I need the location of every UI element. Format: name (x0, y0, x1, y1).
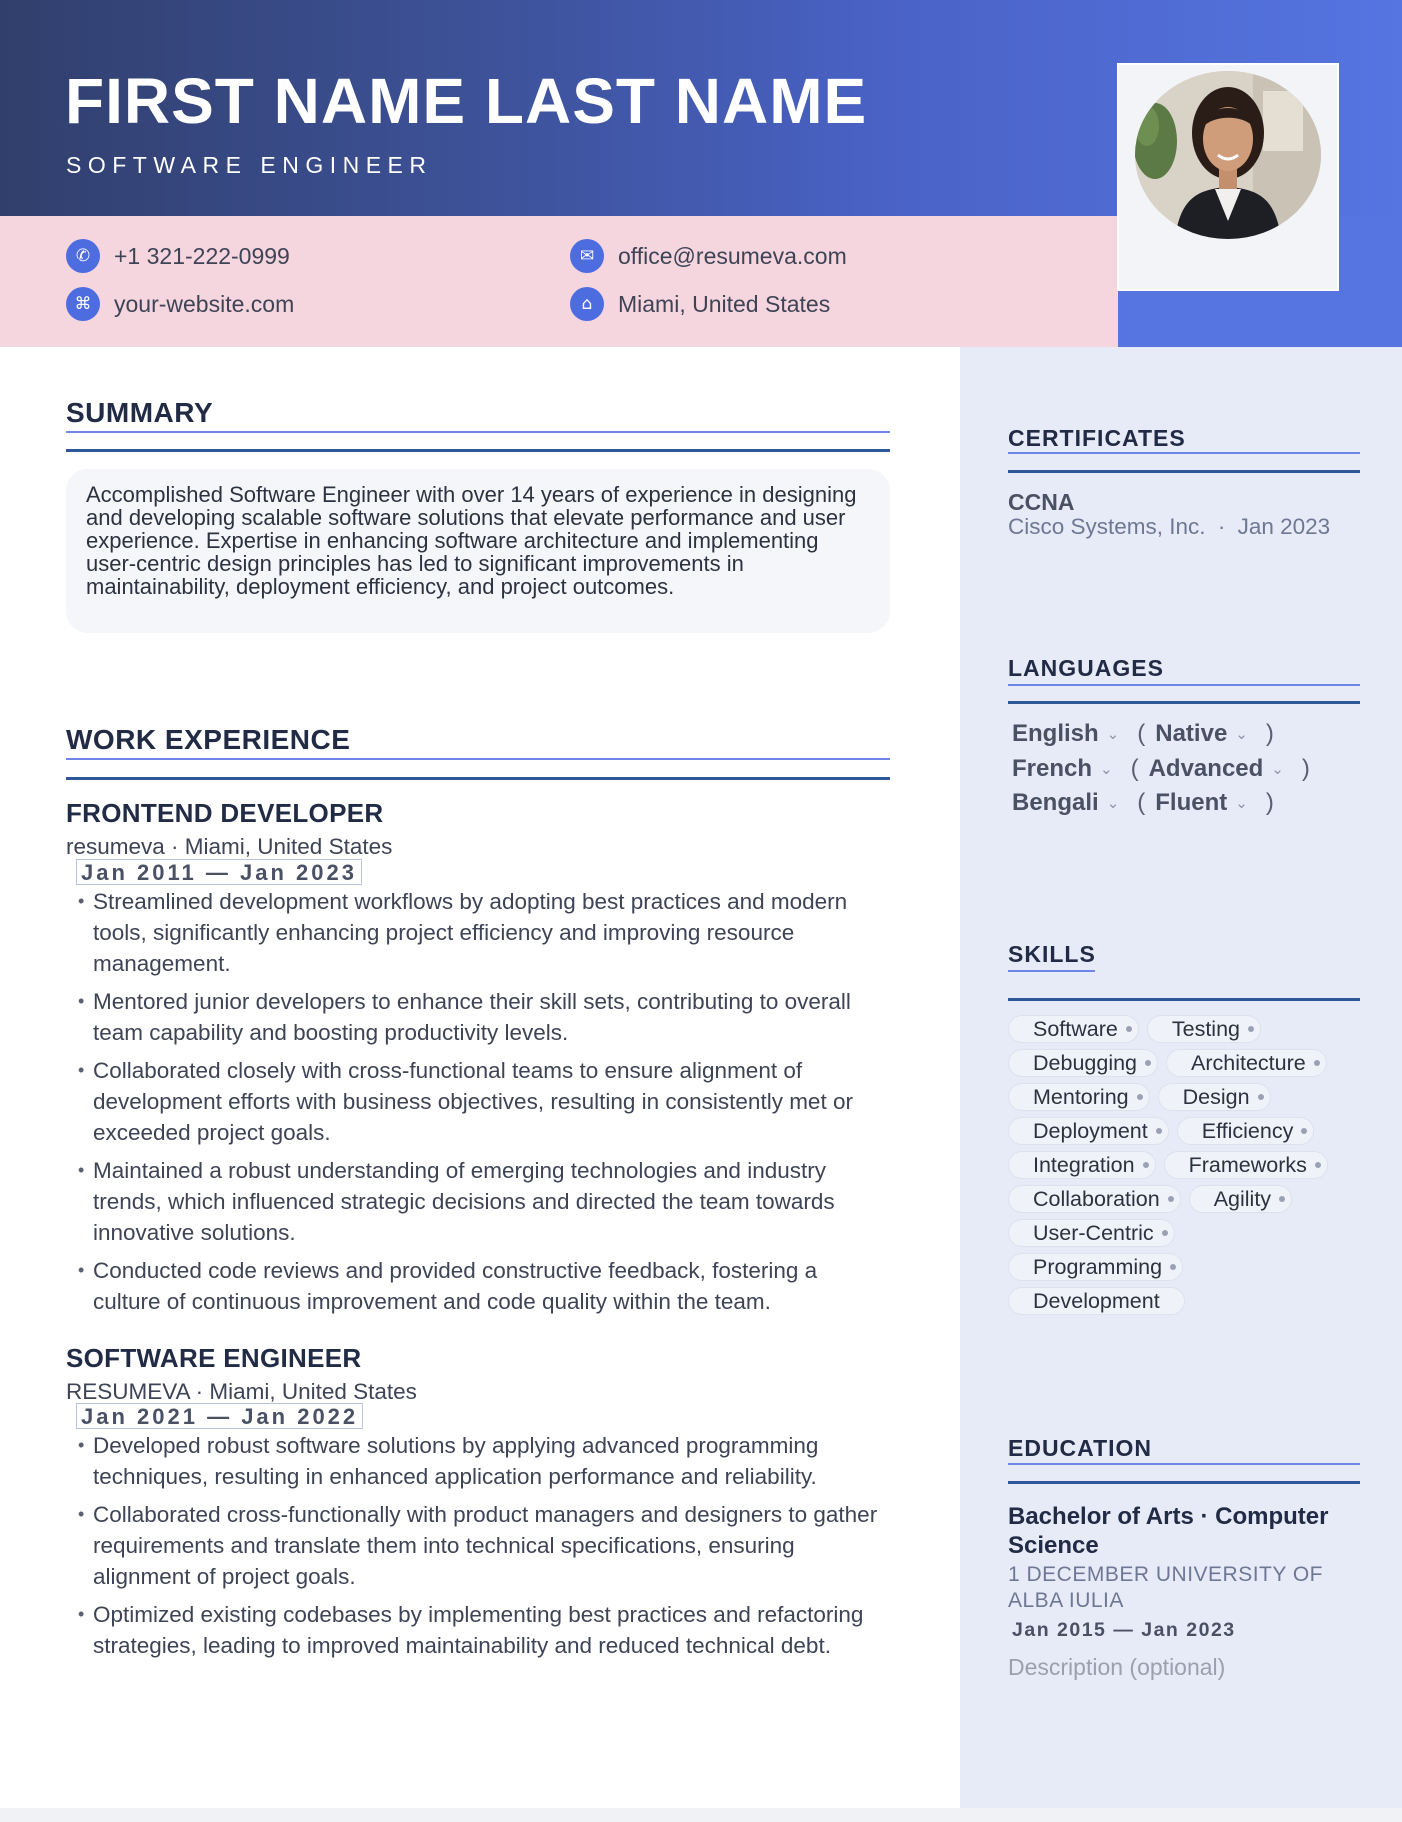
education-rule (1008, 1481, 1360, 1484)
skill-tag: Agility (1189, 1185, 1292, 1213)
email-text[interactable]: office@resumeva.com (618, 242, 847, 269)
skills-rule-light (1008, 970, 1095, 972)
languages-rule (1008, 701, 1360, 704)
close-paren: ) (1265, 720, 1274, 747)
open-paren: ( (1137, 789, 1146, 816)
language-level[interactable]: Advanced (1148, 755, 1264, 782)
language-level[interactable]: Fluent (1155, 789, 1228, 816)
email-icon: ✉ (570, 239, 604, 273)
skill-tag: Development (1008, 1287, 1185, 1315)
certificate-separator: · (1217, 514, 1226, 539)
language-name[interactable]: French (1012, 755, 1093, 782)
home-icon: ⌂ (570, 287, 604, 321)
chevron-down-icon[interactable]: ⌄ (1106, 726, 1120, 743)
certificate-issuer: Cisco Systems, Inc. (1008, 514, 1206, 539)
candidate-title: SOFTWARE ENGINEER (66, 152, 433, 178)
language-row-bengali[interactable] (1012, 789, 1284, 817)
job-bullet: • Streamlined development workflows by adopting best practices and modern tools, significantly enhancing project efficiency and improving resource management. (78, 886, 890, 979)
chevron-down-icon[interactable]: ⌄ (1235, 795, 1248, 812)
close-paren: ) (1301, 755, 1310, 782)
job-title: SOFTWARE ENGINEER (66, 1343, 362, 1373)
job-meta: resumeva · Miami, United States (66, 834, 393, 859)
summary-text: Accomplished Software Engineer with over 14 years of experience in designing and developing scalable software solutions that elevate performance and user experience. Expertise in enhancing software architecture and implementing user-centric design principles has led to significant improvements in maintainability, deployment efficiency, and project outcomes. (86, 482, 857, 599)
profile-photo-frame (1117, 63, 1339, 291)
skill-tag: User-Centric (1008, 1219, 1175, 1247)
certificate-date: Jan 2023 (1237, 514, 1331, 539)
skill-tag: Debugging (1008, 1049, 1158, 1077)
job-title: FRONTEND DEVELOPER (66, 798, 384, 828)
skill-tag: Mentoring (1008, 1083, 1150, 1111)
certificates-rule-light (1008, 452, 1360, 454)
certificates-heading: CERTIFICATES (1008, 425, 1186, 451)
language-level[interactable]: Native (1155, 720, 1228, 747)
link-icon: ⌘ (66, 287, 100, 321)
contact-location (570, 286, 830, 322)
phone-icon: ✆ (66, 239, 100, 273)
chevron-down-icon[interactable]: ⌄ (1271, 761, 1284, 778)
certificate-name: CCNA (1008, 489, 1075, 515)
skill-tag: Software (1008, 1015, 1139, 1043)
language-row-french[interactable] (1012, 755, 1320, 783)
phone-text: +1 321-222-0999 (114, 242, 290, 269)
languages-rule-light (1008, 684, 1360, 686)
skill-tag: Design (1158, 1083, 1271, 1111)
summary-heading: SUMMARY (66, 397, 214, 428)
education-rule-light (1008, 1463, 1360, 1465)
summary-rule (66, 449, 890, 452)
candidate-name: FIRST NAME LAST NAME (65, 65, 868, 137)
summary-rule-light (66, 431, 890, 433)
skill-tag: Efficiency (1177, 1117, 1315, 1145)
chevron-down-icon[interactable]: ⌄ (1235, 726, 1248, 743)
close-paren: ) (1265, 789, 1274, 816)
job-bullet: • Collaborated cross-functionally with product managers and designers to gather requirements and translate them into technical specifications, ensuring alignment of project goals. (78, 1499, 890, 1592)
profile-photo (1135, 71, 1321, 239)
skill-tag: Programming (1008, 1253, 1183, 1281)
skills-list (1008, 1015, 1360, 1321)
work-rule (66, 777, 890, 780)
contact-band (0, 216, 1118, 347)
skill-tag: Architecture (1166, 1049, 1327, 1077)
education-heading: EDUCATION (1008, 1435, 1153, 1461)
education-dates: Jan 2015 — Jan 2023 (1012, 1619, 1236, 1641)
chevron-down-icon[interactable]: ⌄ (1106, 795, 1120, 812)
education-description[interactable]: Description (optional) (1008, 1654, 1226, 1680)
website-text[interactable]: your-website.com (114, 290, 295, 317)
profile-photo-illustration (1135, 71, 1321, 239)
skill-tag: Integration (1008, 1151, 1156, 1179)
open-paren: ( (1130, 755, 1139, 782)
education-school: 1 DECEMBER UNIVERSITY OF ALBA IULIA (1008, 1563, 1324, 1612)
languages-heading: LANGUAGES (1008, 655, 1164, 681)
location-text: Miami, United States (618, 290, 831, 317)
education-degree: Bachelor of Arts · Computer Science (1008, 1503, 1329, 1559)
job-dates: Jan 2021 — Jan 2022 (76, 1403, 363, 1429)
language-name[interactable]: Bengali (1012, 789, 1099, 816)
job-dates: Jan 2011 — Jan 2023 (76, 859, 362, 885)
contact-phone (66, 238, 290, 274)
chevron-down-icon[interactable]: ⌄ (1100, 761, 1113, 778)
certificate-org (1008, 514, 1330, 540)
job-meta: RESUMEVA · Miami, United States (66, 1379, 417, 1404)
skill-tag: Testing (1147, 1015, 1261, 1043)
certificates-rule (1008, 470, 1360, 473)
job-bullet: • Conducted code reviews and provided constructive feedback, fostering a culture of continuous improvement and code quality within the team. (78, 1255, 890, 1317)
job-bullet: • Collaborated closely with cross-functional teams to ensure alignment of development efforts with business objectives, resulting in consistently met or exceeded project goals. (78, 1055, 890, 1148)
job-bullets (78, 886, 890, 1324)
skills-heading: SKILLS (1008, 941, 1096, 967)
open-paren: ( (1137, 720, 1146, 747)
skill-tag: Deployment (1008, 1117, 1169, 1145)
skills-rule (1008, 998, 1360, 1001)
job-bullet: • Developed robust software solutions by applying advanced programming techniques, resulting in enhanced application performance and reliability. (78, 1430, 890, 1492)
job-bullet: • Maintained a robust understanding of emerging technologies and industry trends, which influenced strategic decisions and directed the team towards innovative solutions. (78, 1155, 890, 1248)
job-bullet: • Mentored junior developers to enhance their skill sets, contributing to overall team capability and boosting productivity levels. (78, 986, 890, 1048)
work-heading: WORK EXPERIENCE (66, 724, 351, 755)
contact-email[interactable] (570, 238, 847, 274)
job-bullet: • Optimized existing codebases by implementing best practices and refactoring strategies, leading to improved maintainability and reduced technical debt. (78, 1599, 890, 1661)
skill-tag: Collaboration (1008, 1185, 1181, 1213)
skill-tag: Frameworks (1164, 1151, 1328, 1179)
job-bullets (78, 1430, 890, 1668)
language-row-english[interactable] (1012, 720, 1284, 748)
language-name[interactable]: English (1012, 720, 1099, 747)
contact-website[interactable] (66, 286, 294, 322)
page-footer-strip (0, 1808, 1402, 1822)
work-rule-light (66, 758, 890, 760)
